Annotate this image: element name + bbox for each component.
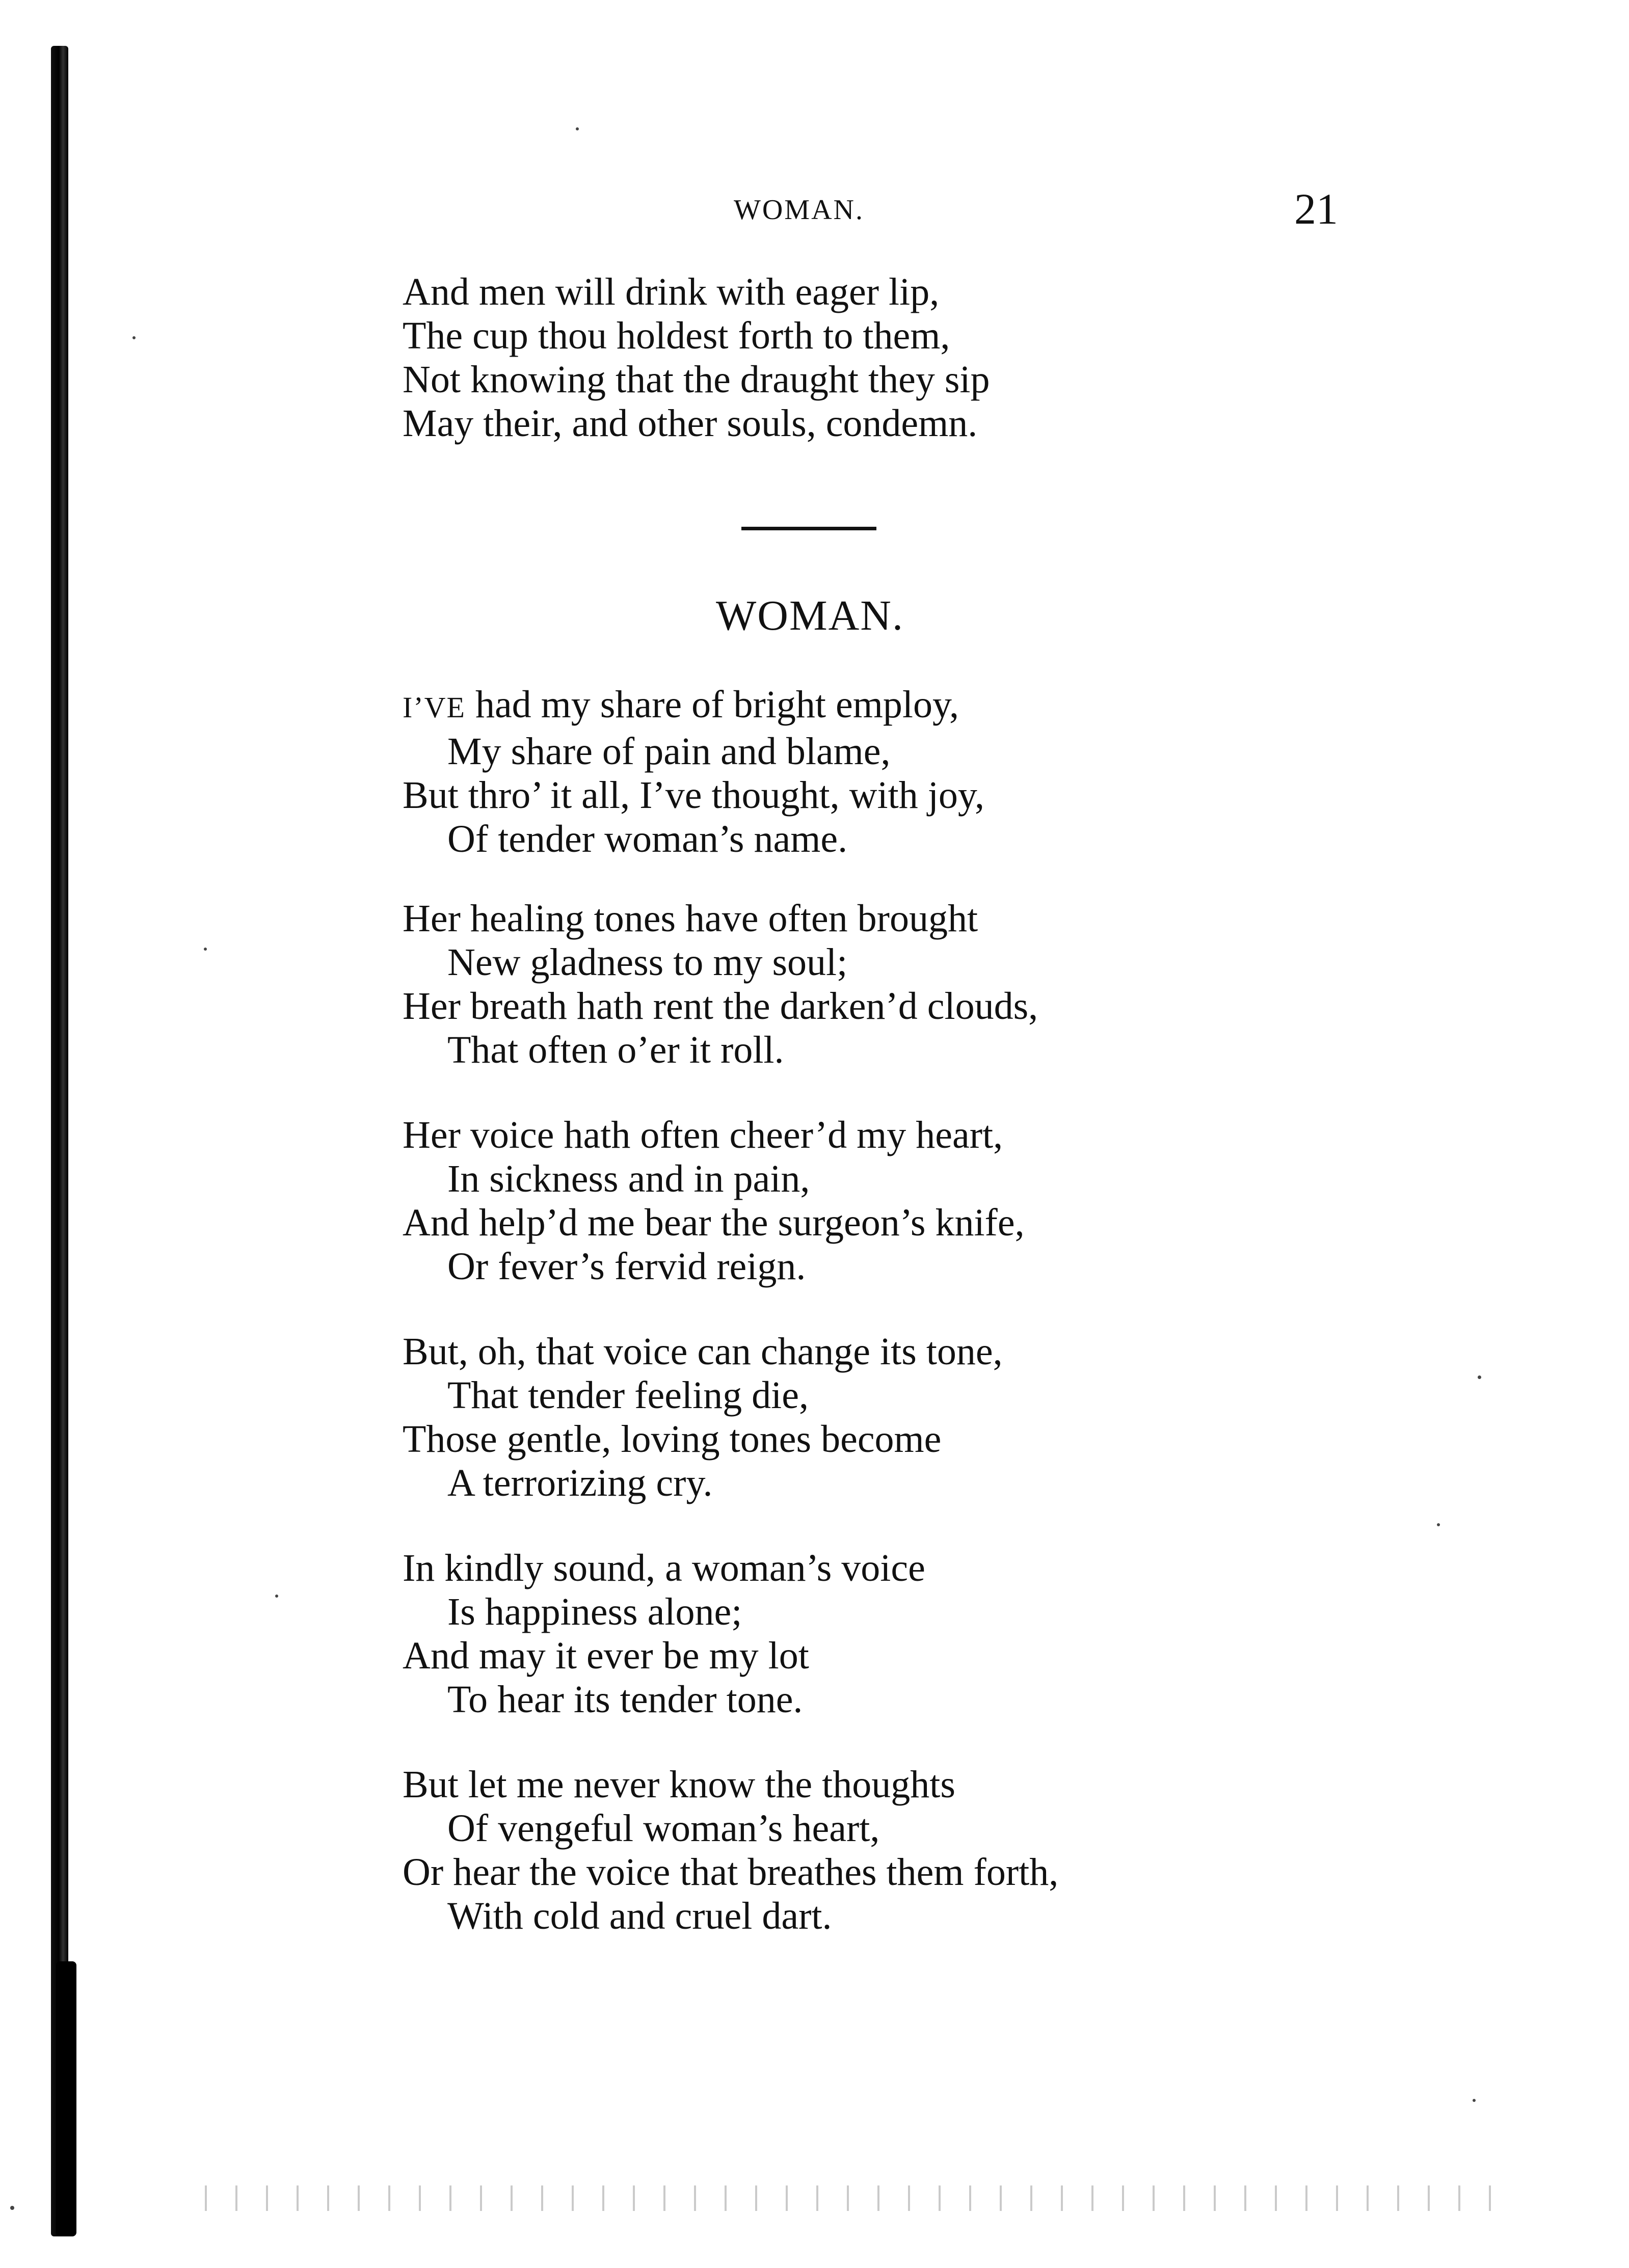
verse-line: Of vengeful woman’s heart, xyxy=(447,1807,880,1850)
scan-noise-bottom xyxy=(194,2185,1498,2211)
verse-line xyxy=(403,683,984,730)
binding-edge xyxy=(51,46,68,2236)
section-divider xyxy=(741,527,876,530)
verse-line: But thro’ it all, I’ve thought, with joy, xyxy=(403,774,984,817)
scan-speck xyxy=(1473,2099,1476,2102)
stanza-4 xyxy=(403,1330,1003,1505)
verse-line: But let me never know the thoughts xyxy=(403,1763,955,1806)
scan-speck xyxy=(1478,1375,1481,1379)
verse-line: In sickness and in pain, xyxy=(447,1157,810,1200)
verse-line-rest: had my share of bright employ, xyxy=(465,683,959,726)
running-head-title: WOMAN. xyxy=(734,194,864,226)
verse-line: With cold and cruel dart. xyxy=(447,1895,832,1937)
verse-line: And may it ever be my lot xyxy=(403,1634,809,1677)
verse-line: Not knowing that the draught they sip xyxy=(403,358,990,401)
stanza-6 xyxy=(403,1763,1058,1938)
verse-line: But, oh, that voice can change its tone, xyxy=(403,1330,1003,1373)
verse-line: The cup thou holdest forth to them, xyxy=(403,314,950,357)
verse-line: Her breath hath rent the darken’d clouds, xyxy=(403,985,1038,1028)
scan-speck xyxy=(204,948,207,951)
binding-edge-shadow xyxy=(56,1961,76,2236)
verse-line: Her healing tones have often brought xyxy=(403,897,978,940)
verse-line: May their, and other souls, condemn. xyxy=(403,402,978,445)
verse-line: Or hear the voice that breathes them forth, xyxy=(403,1851,1059,1894)
verse-line: New gladness to my soul; xyxy=(447,941,848,984)
page-number: 21 xyxy=(1294,184,1338,233)
verse-line: My share of pain and blame, xyxy=(447,730,891,773)
verse-line: And help’d me bear the surgeon’s knife, xyxy=(403,1201,1025,1244)
verse-line: Those gentle, loving tones become xyxy=(403,1418,942,1461)
verse-line: That often o’er it roll. xyxy=(447,1029,784,1071)
verse-line: Is happiness alone; xyxy=(447,1590,742,1633)
stanza-1 xyxy=(403,683,984,861)
verse-line: And men will drink with eager lip, xyxy=(403,271,940,313)
poem-title: WOMAN. xyxy=(716,592,904,639)
scan-speck xyxy=(576,127,579,130)
verse-line: Of tender woman’s name. xyxy=(447,818,848,860)
scan-speck xyxy=(275,1595,278,1598)
verse-line: To hear its tender tone. xyxy=(447,1678,803,1721)
verse-line: In kindly sound, a woman’s voice xyxy=(403,1547,925,1589)
first-word-small-caps: I’VE xyxy=(403,691,466,724)
stanza-3 xyxy=(403,1113,1025,1288)
verse-line: Her voice hath often cheer’d my heart, xyxy=(403,1114,1003,1156)
scan-speck xyxy=(1437,1523,1440,1526)
stanza-5 xyxy=(403,1546,925,1721)
scan-speck xyxy=(132,336,136,339)
verse-line: That tender feeling die, xyxy=(447,1374,809,1417)
verse-line: Or fever’s fervid reign. xyxy=(447,1245,806,1288)
verse-line: A terrorizing cry. xyxy=(447,1462,713,1504)
stanza-2 xyxy=(403,897,1038,1072)
previous-poem-stanza xyxy=(403,270,990,445)
scan-speck xyxy=(10,2206,14,2210)
